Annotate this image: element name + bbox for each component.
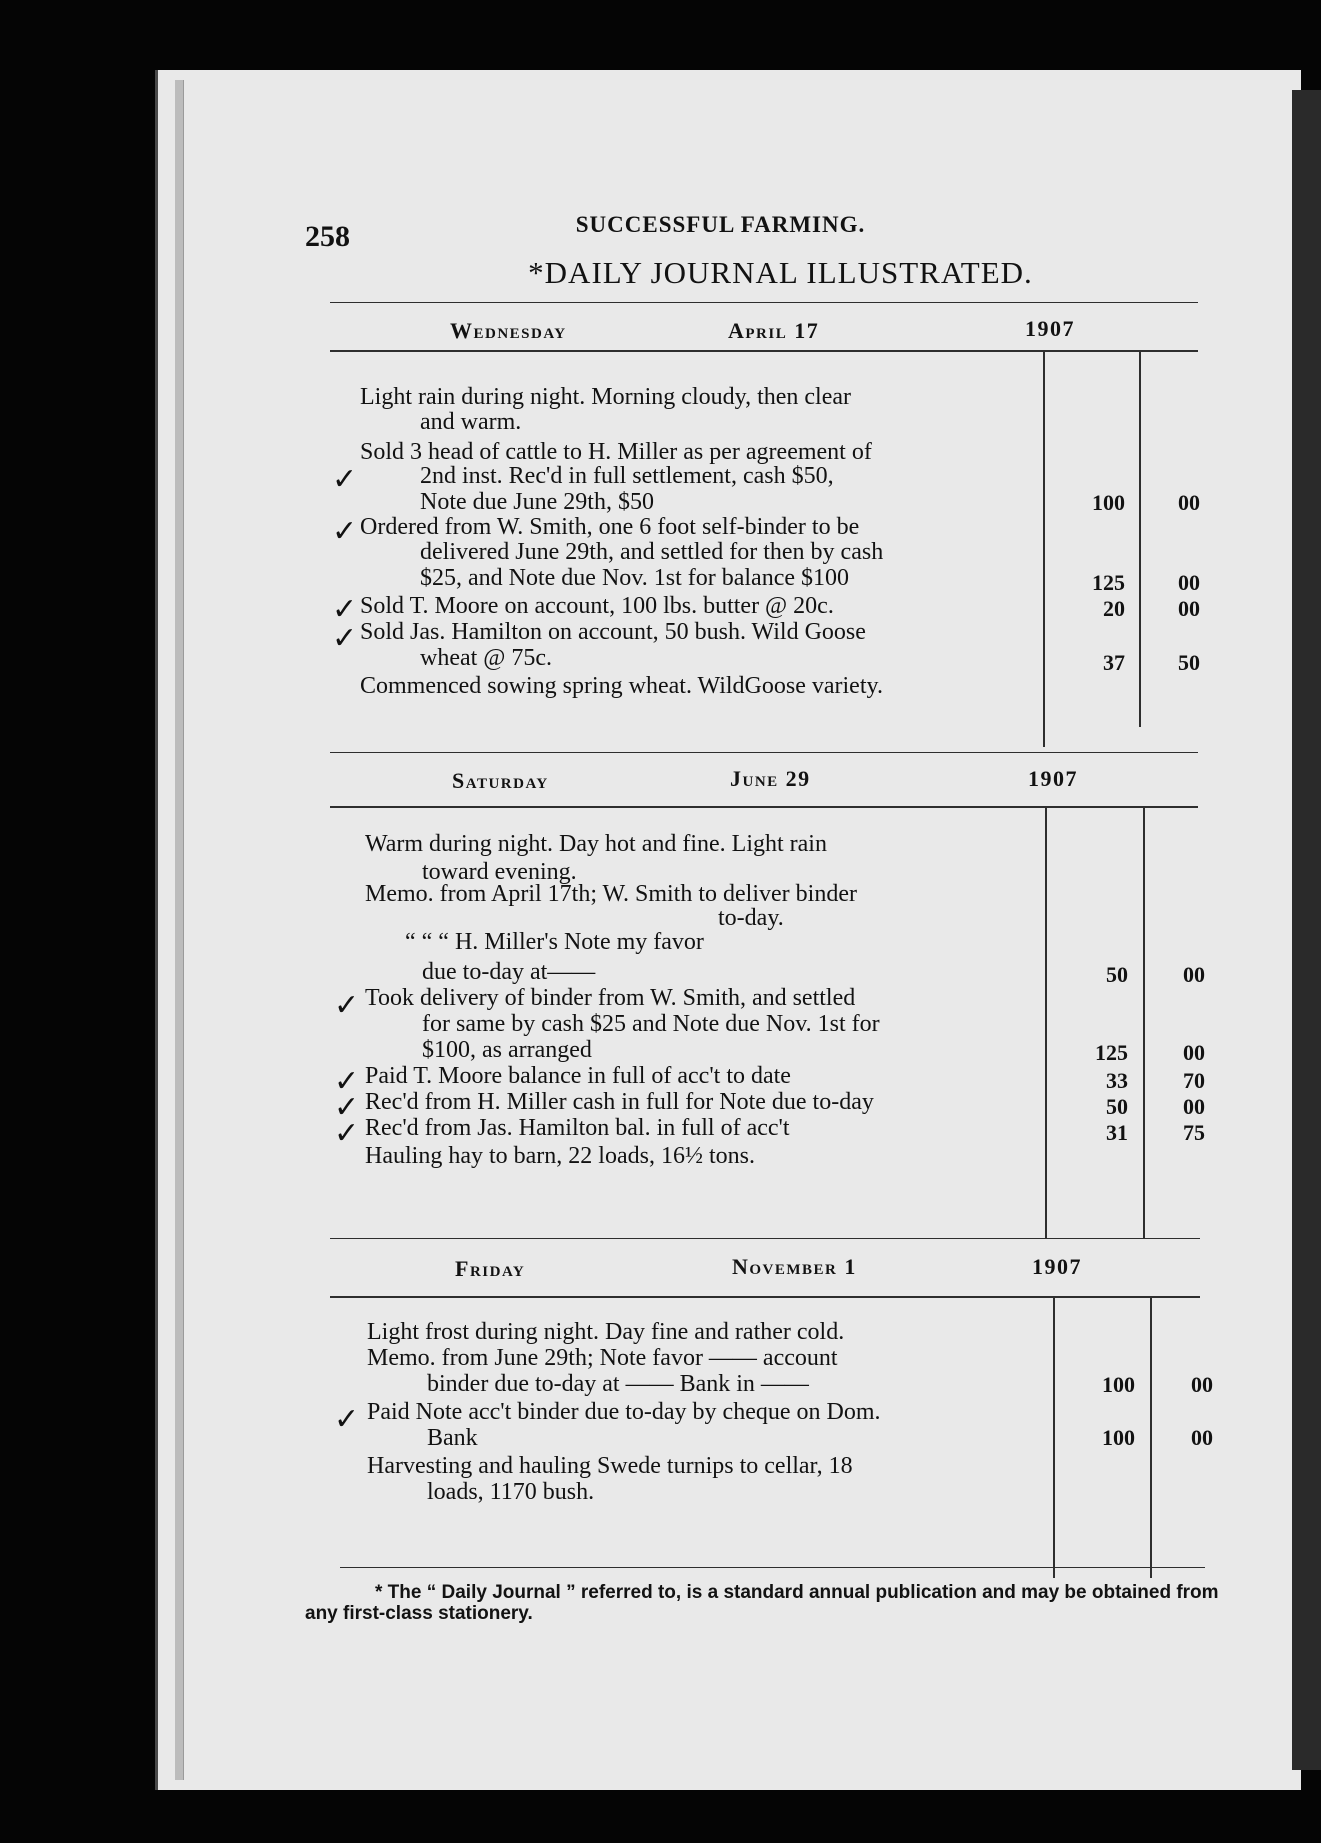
column-rule <box>1150 1298 1152 1578</box>
entry-date: November 1 <box>732 1254 857 1279</box>
amount-dollars: 125 <box>1092 570 1125 595</box>
journal-line: Sold 3 head of cattle to H. Miller as per agreement of <box>360 439 872 465</box>
footnote-rule <box>340 1567 1205 1568</box>
amount-dollars: 33 <box>1106 1068 1128 1093</box>
check-mark-icon: ✓ <box>332 514 358 549</box>
section-rule <box>330 806 1198 808</box>
amount-cents: 00 <box>1191 1372 1213 1397</box>
journal-line: “ “ “ H. Miller's Note my favor <box>405 929 704 955</box>
journal-line: Took delivery of binder from W. Smith, and settled <box>365 985 856 1011</box>
column-rule <box>1143 808 1145 1238</box>
journal-line: Bank <box>427 1425 478 1451</box>
journal-line: Rec'd from H. Miller cash in full for Note due to-day <box>365 1089 874 1115</box>
amount-cents: 50 <box>1178 650 1200 675</box>
journal-line: wheat @ 75c. <box>420 645 553 671</box>
journal-title: *DAILY JOURNAL ILLUSTRATED. <box>528 255 1033 290</box>
entry-year: 1907 <box>1025 316 1075 341</box>
check-mark-icon: ✓ <box>332 462 358 497</box>
journal-line: Light rain during night. Morning cloudy, then clear <box>360 384 852 410</box>
check-mark-icon: ✓ <box>334 988 360 1023</box>
section-rule <box>330 350 1198 352</box>
footnote: * The “ Daily Journal ” referred to, is a standard annual publication and may be obtained from any first-class stationery. <box>305 1582 1219 1624</box>
journal-line: Warm during night. Day hot and fine. Light rain <box>365 831 827 857</box>
section-rule <box>330 302 1198 303</box>
amount-dollars: 100 <box>1092 490 1125 515</box>
journal-line: Harvesting and hauling Swede turnips to cellar, 18 <box>367 1453 853 1479</box>
amount-cents: 00 <box>1178 596 1200 621</box>
facing-page-edge <box>1292 90 1321 1770</box>
page-number: 258 <box>305 220 350 253</box>
entry-year: 1907 <box>1028 766 1078 791</box>
check-mark-icon: ✓ <box>334 1090 360 1125</box>
check-mark-icon: ✓ <box>334 1402 360 1437</box>
journal-line: binder due to-day at —— Bank in —— <box>427 1371 809 1397</box>
column-rule <box>1053 1298 1055 1578</box>
journal-line: Light frost during night. Day fine and rather cold. <box>367 1319 845 1345</box>
check-mark-icon: ✓ <box>334 1064 360 1099</box>
journal-line: Paid Note acc't binder due to-day by cheque on Dom. <box>367 1399 881 1425</box>
journal-line: 2nd inst. Rec'd in full settlement, cash $50, <box>420 463 834 489</box>
journal-line: $100, as arranged <box>422 1037 592 1063</box>
entry-date: June 29 <box>730 766 811 791</box>
amount-dollars: 125 <box>1095 1040 1128 1065</box>
journal-line: $25, and Note due Nov. 1st for balance $100 <box>420 565 849 591</box>
journal-line: Paid T. Moore balance in full of acc't to date <box>365 1063 791 1089</box>
journal-line: to-day. <box>718 905 784 931</box>
page-binding-edge <box>175 80 184 1780</box>
journal-line: Note due June 29th, $50 <box>420 489 654 515</box>
amount-cents: 00 <box>1178 490 1200 515</box>
journal-line: delivered June 29th, and settled for then by cash <box>420 539 884 565</box>
amount-dollars: 31 <box>1106 1120 1128 1145</box>
column-rule <box>1043 352 1045 747</box>
journal-line: Sold T. Moore on account, 100 lbs. butter @ 20c. <box>360 593 834 619</box>
column-rule <box>1045 808 1047 1238</box>
amount-dollars: 100 <box>1102 1372 1135 1397</box>
check-mark-icon: ✓ <box>334 1116 360 1151</box>
check-mark-icon: ✓ <box>332 621 358 656</box>
amount-dollars: 50 <box>1106 1094 1128 1119</box>
day-name: Wednesday <box>450 318 567 343</box>
amount-dollars: 50 <box>1106 962 1128 987</box>
running-head: SUCCESSFUL FARMING. <box>575 212 866 237</box>
amount-dollars: 100 <box>1102 1425 1135 1450</box>
amount-cents: 00 <box>1183 962 1205 987</box>
journal-line: Memo. from June 29th; Note favor —— account <box>367 1345 838 1371</box>
amount-dollars: 20 <box>1103 596 1125 621</box>
journal-line: Rec'd from Jas. Hamilton bal. in full of acc't <box>365 1115 790 1141</box>
day-name: Saturday <box>452 768 549 793</box>
day-name: Friday <box>455 1256 526 1281</box>
entry-date: April 17 <box>728 318 820 343</box>
amount-cents: 00 <box>1183 1094 1205 1119</box>
journal-line: and warm. <box>420 409 522 435</box>
journal-line: Ordered from W. Smith, one 6 foot self-binder to be <box>360 514 860 540</box>
journal-line: toward evening. <box>422 859 577 885</box>
section-rule <box>330 752 1198 753</box>
check-mark-icon: ✓ <box>332 592 358 627</box>
amount-cents: 70 <box>1183 1068 1205 1093</box>
journal-line: Commenced sowing spring wheat. WildGoose variety. <box>360 673 883 699</box>
amount-cents: 75 <box>1183 1120 1205 1145</box>
entry-year: 1907 <box>1032 1254 1082 1279</box>
journal-line: for same by cash $25 and Note due Nov. 1st for <box>422 1011 880 1037</box>
journal-line: due to-day at—— <box>422 959 596 985</box>
section-rule <box>330 1238 1200 1239</box>
amount-cents: 00 <box>1183 1040 1205 1065</box>
amount-cents: 00 <box>1178 570 1200 595</box>
journal-line: Hauling hay to barn, 22 loads, 16½ tons. <box>365 1143 755 1169</box>
journal-line: Memo. from April 17th; W. Smith to deliver binder <box>365 881 857 907</box>
journal-line: loads, 1170 bush. <box>427 1479 595 1505</box>
journal-line: Sold Jas. Hamilton on account, 50 bush. Wild Goose <box>360 619 866 645</box>
amount-cents: 00 <box>1191 1425 1213 1450</box>
column-rule <box>1139 352 1141 727</box>
section-rule <box>330 1296 1200 1298</box>
amount-dollars: 37 <box>1103 650 1125 675</box>
